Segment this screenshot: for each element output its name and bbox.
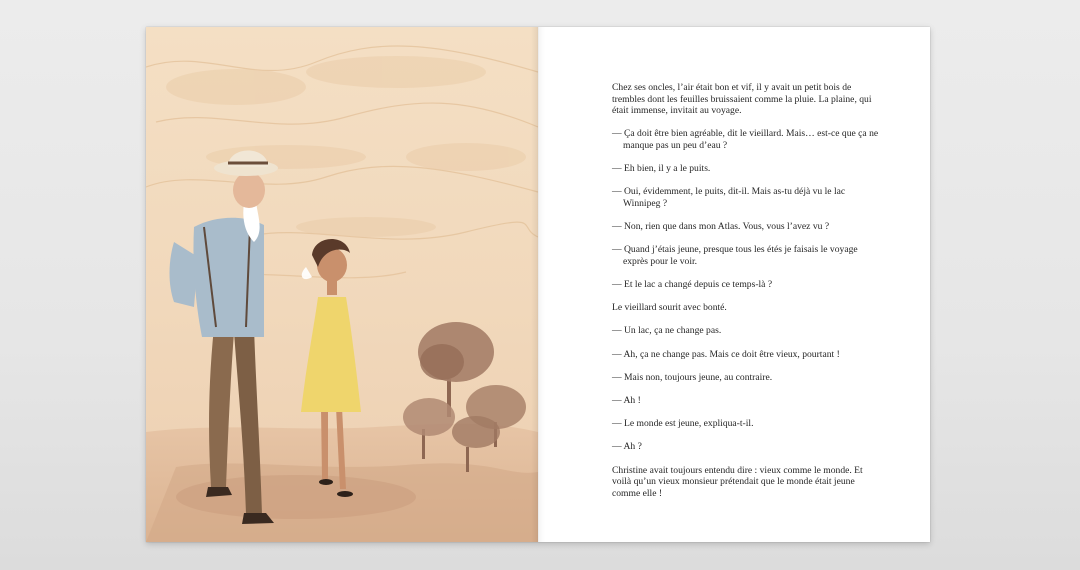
dialog-line-4: — Non, rien que dans mon Atlas. Vous, vous l’avez vu ? (612, 221, 830, 233)
dialog-line-1: — Ça doit être bien agréable, dit le vieillard. Mais… est-ce que ça ne manque pas un peu d’eau ? (612, 128, 879, 151)
dialog-line-8: — Un lac, ça ne change pas. (612, 325, 722, 337)
text-page (538, 27, 930, 542)
paragraph-0: Chez ses oncles, l’air était bon et vif, il y avait un petit bois de trembles dont les feuilles bruissaient comme la pluie. La plaine, qui était immense, invitait au voyage. (612, 82, 872, 117)
paragraph-7: Le vieillard sourit avec bonté. (612, 302, 727, 314)
dialog-line-3: — Oui, évidemment, le puits, dit-il. Mais as-tu déjà vu le lac Winnipeg ? (612, 186, 846, 209)
dialog-line-10: — Mais non, toujours jeune, au contraire. (612, 371, 773, 383)
watercolor-illustration (146, 27, 538, 542)
dialog-line-5: — Quand j’étais jeune, presque tous les étés je faisais le voyage exprès pour le voir. (612, 244, 858, 267)
book-spread (146, 27, 930, 542)
dialog-line-12: — Le monde est jeune, expliqua-t-il. (612, 418, 754, 430)
dialog-line-2: — Eh bien, il y a le puits. (612, 163, 711, 175)
paragraph-14: Christine avait toujours entendu dire : vieux comme le monde. Et voilà qu’un vieux monsieur prétendait que le monde était jeune comme elle ! (612, 464, 863, 499)
dialog-line-6: — Et le lac a changé depuis ce temps-là ? (612, 279, 773, 291)
story-text (612, 82, 882, 511)
dialog-line-9: — Ah, ça ne change pas. Mais ce doit être vieux, pourtant ! (612, 348, 840, 360)
dialog-line-13: — Ah ? (612, 441, 642, 453)
illustration-page (146, 27, 538, 542)
dialog-line-11: — Ah ! (612, 395, 641, 407)
